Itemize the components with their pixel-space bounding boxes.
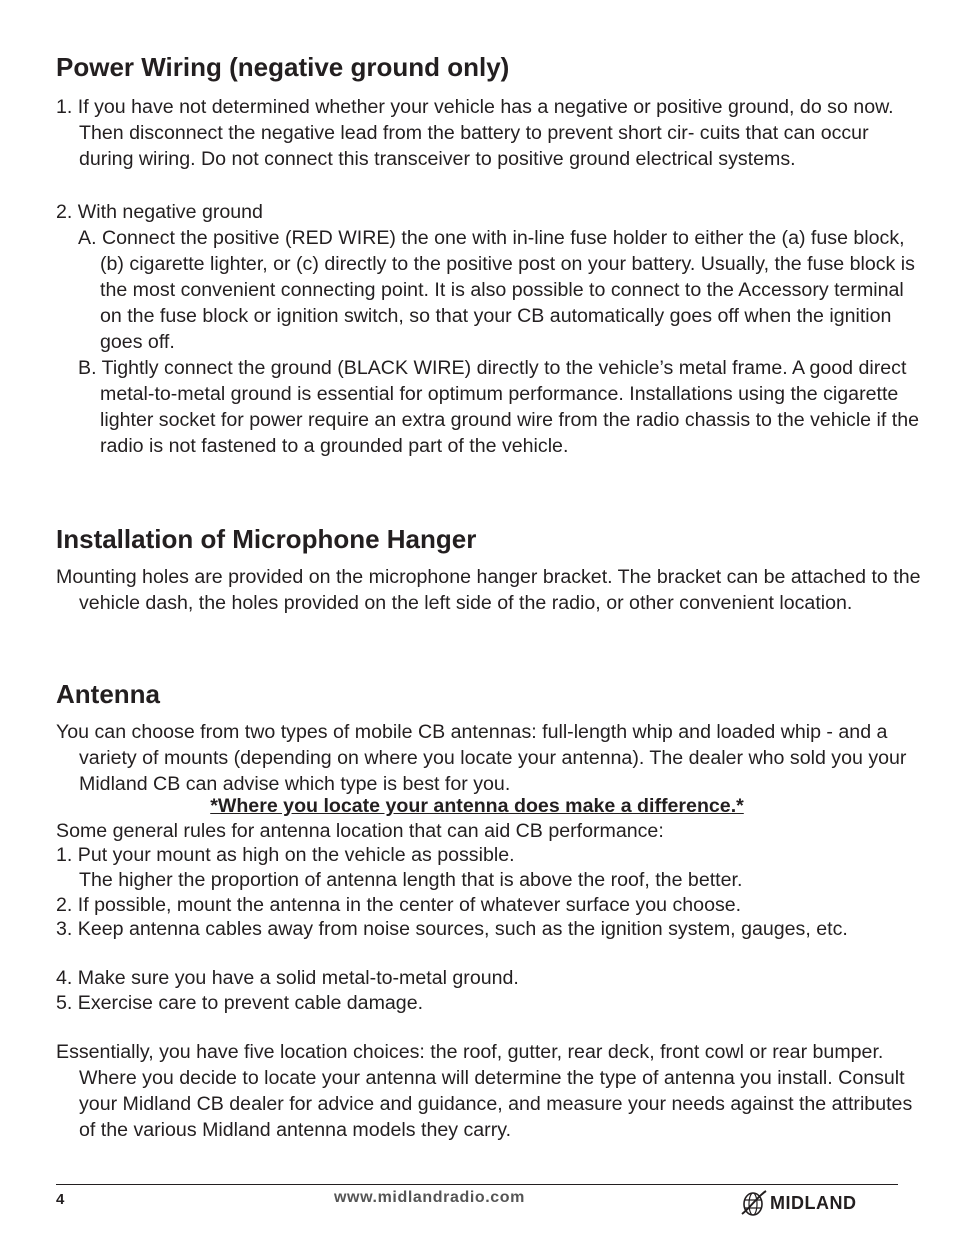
antenna-rule-2: 2. If possible, mount the antenna in the center of whatever surface you choose. [56,894,742,916]
heading-antenna: Antenna [56,679,160,709]
page-number: 4 [56,1191,65,1208]
antenna-rule-1-detail: The higher the proportion of antenna length that is above the roof, the better. [79,869,743,891]
antenna-rules-intro: Some general rules for antenna location that can aid CB performance: [56,820,664,842]
logo-wordmark: MIDLAND [770,1192,857,1213]
antenna-rule-5: 5. Exercise care to prevent cable damage. [56,992,424,1014]
antenna-emphasis: *Where you locate your antenna does make a difference.* [210,795,744,817]
antenna-rule-4: 4. Make sure you have a solid metal-to-metal ground. [56,967,519,989]
footer-divider [56,1184,898,1185]
heading-microphone-hanger: Installation of Microphone Hanger [56,524,477,554]
antenna-intro: You can choose from two types of mobile CB antennas: full-length whip and loaded whip - and a variety of mounts (depending on where you locate your antenna). The dealer who sold you your Midland CB can advise which type is best for you. [56,721,907,795]
power-item-a: A. Connect the positive (RED WIRE) the one with in-line fuse holder to either the (a) fuse block, (b) cigarette lighter, or (c) directly to the positive post on your battery. Usually, the fuse block is the most convenient connecting point. It is also possible to connect to the Accessory terminal on the fuse block or ignition switch, so that your CB automatically goes off when the ignition goes off. [78,227,915,353]
midland-logo [740,1188,857,1218]
footer-url[interactable]: www.midlandradio.com [334,1189,525,1206]
globe-icon [740,1188,768,1218]
power-item-1: 1. If you have not determined whether your vehicle has a negative or positive ground, do so now. Then disconnect the negative lead from the battery to prevent short cir- cuits that can occur during wiring. Do not connect this transceiver to positive ground electrical systems. [56,96,894,170]
antenna-rule-3: 3. Keep antenna cables away from noise sources, such as the ignition system, gauges, etc. [56,918,848,940]
microphone-body: Mounting holes are provided on the microphone hanger bracket. The bracket can be attached to the vehicle dash, the holes provided on the left side of the radio, or other convenient location. [56,566,921,614]
heading-power-wiring: Power Wiring (negative ground only) [56,52,510,82]
power-item-2: 2. With negative ground [56,201,263,223]
power-item-b: B. Tightly connect the ground (BLACK WIRE) directly to the vehicle’s metal frame. A good direct metal-to-metal ground is essential for optimum performance. Installations using the cigarette lighter socket for power require an extra ground wire from the radio chassis to the vehicle if the radio is not fastened to a grounded part of the vehicle. [78,357,919,457]
antenna-rule-1: 1. Put your mount as high on the vehicle as possible. [56,844,515,866]
antenna-closing: Essentially, you have five location choices: the roof, gutter, rear deck, front cowl or rear bumper. Where you decide to locate your antenna will determine the type of antenna you install. Consult your Midland CB dealer for advice and guidance, and measure your needs against the attributes of the various Midland antenna models they carry. [56,1041,913,1141]
